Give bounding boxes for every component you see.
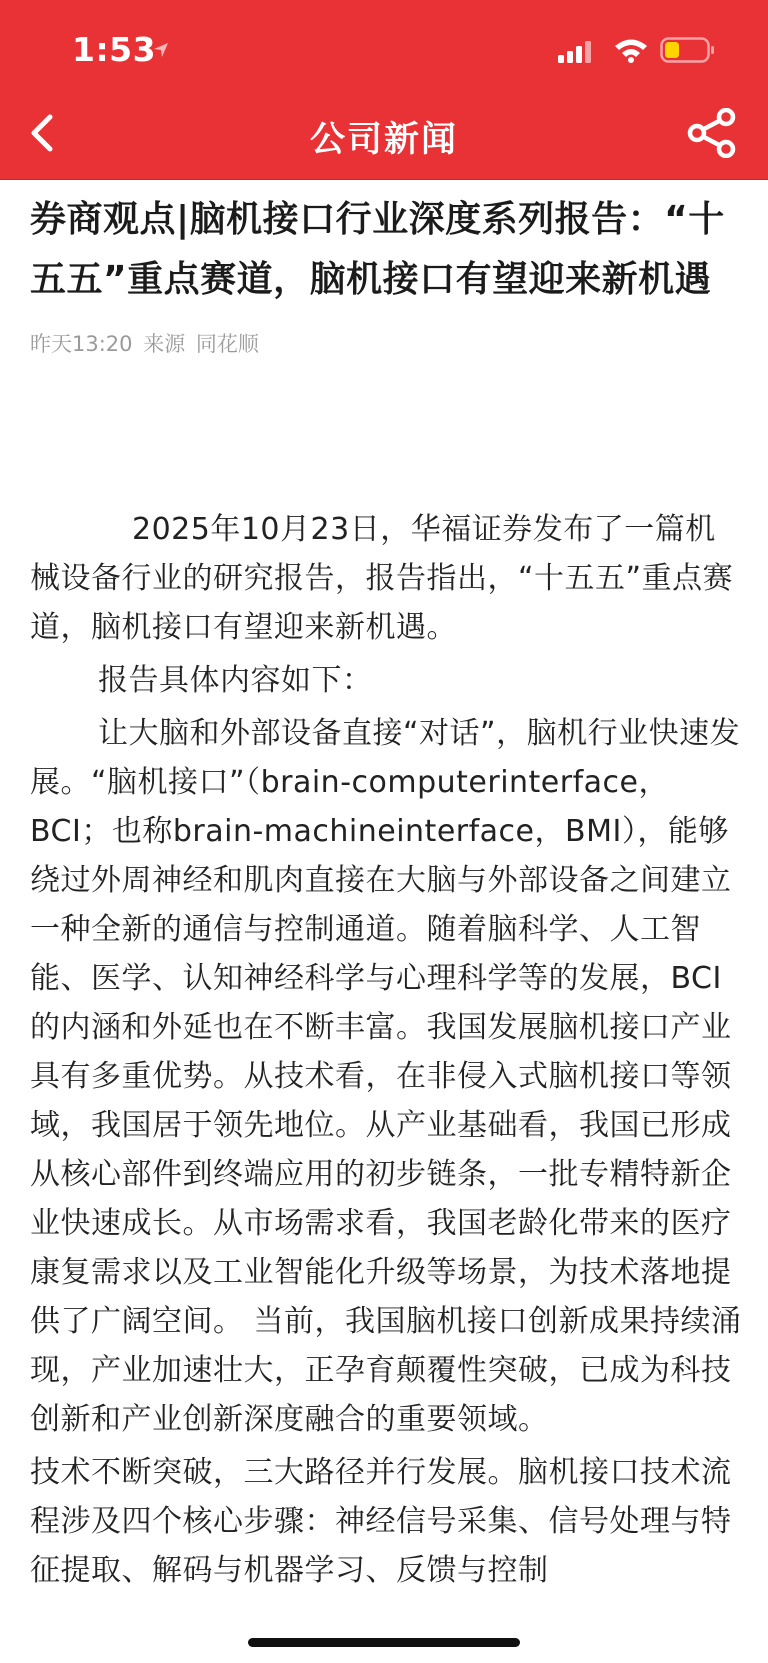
status-time: 1:53 (72, 30, 157, 69)
paragraph: 2025年10月23日，华福证券发布了一篇机械设备行业的研究报告，报告指出，“十五五”重点赛道，脑机接口有望迎来新机遇。 (30, 512, 734, 645)
article-title: 券商观点|脑机接口行业深度系列报告：“十五五”重点赛道，脑机接口有望迎来新机遇 (30, 199, 725, 300)
article-header (30, 190, 742, 358)
header-bar (0, 0, 768, 180)
source-label: 来源 (143, 332, 186, 356)
share-icon[interactable] (686, 108, 738, 158)
paragraph: 让大脑和外部设备直接“对话”，脑机行业快速发展。“脑机接口”（brain-computerinterface，BCI；也称brain-machineinterface，BMI），能够绕过外周神经和肌肉直接在大脑与外部设备之间建立一种全新的通信与控制通道。随着脑科学、人工智能、医学、认知神经科学与心理科学等的发展，BCI的内涵和外延也在不断丰富。我国发展脑机接口产业具有多重优势。从技术看，在非侵入式脑机接口等领域，我国居于领先地位。从产业基础看，我国已形成从核心部件到终端应用的初步链条，一批专精特新企业快速成长。从市场需求看，我国老龄化带来的医疗康复需求以及工业智能化升级等场景，为技术落地提供了广阔空间。 当前，我国脑机接口创新成果持续涌现，产业加速壮大，正孕育颠覆性突破，已成为科技创新和产业创新深度融合的重要领域。 (30, 716, 742, 1437)
location-arrow-icon (152, 41, 170, 59)
article-body (30, 505, 742, 1599)
cellular-signal-icon (558, 40, 598, 64)
page-title: 公司新闻 (309, 120, 458, 160)
wifi-icon (614, 37, 648, 63)
battery-icon (660, 37, 716, 63)
paragraph: 技术不断突破，三大路径并行发展。脑机接口技术流程涉及四个核心步骤：神经信号采集、信号处理与特征提取、解码与机器学习、反馈与控制 (30, 1455, 732, 1588)
home-indicator[interactable] (248, 1638, 520, 1647)
source-name: 同花顺 (195, 332, 259, 356)
publish-time: 昨天13:20 (30, 332, 133, 356)
article-meta (30, 328, 742, 358)
paragraph: 报告具体内容如下： (98, 663, 373, 698)
